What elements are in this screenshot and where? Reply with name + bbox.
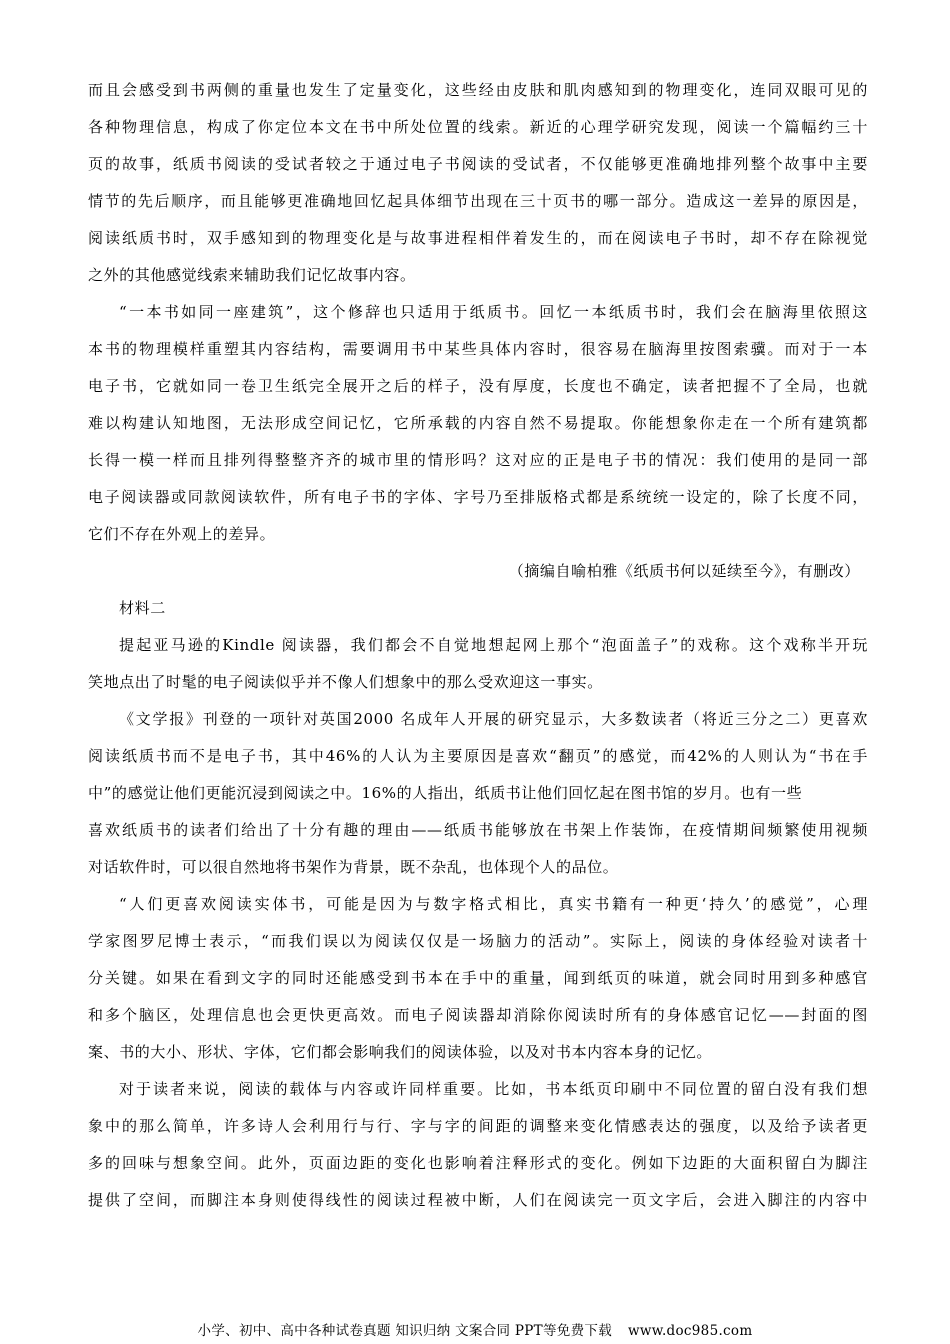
- text-line: 对话软件时，可以很自然地将书架作为背景，既不杂乱，也体现个人的品位。: [88, 858, 619, 876]
- page-footer: [0, 1322, 950, 1340]
- text-line: “一本书如同一座建筑”，这个修辞也只适用于纸质书。回忆一本纸质书时，我们会在脑海里依照这: [119, 303, 868, 321]
- text-line: 电子书，它就如同一卷卫生纸完全展开之后的样子，没有厚度，长度也不确定，读者把握不了全局，也就: [88, 377, 868, 395]
- text-line: 《文学报》刊登的一项针对英国2000 名成年人开展的研究显示，大多数读者（将近三分之二）更喜欢: [119, 710, 868, 728]
- material-two-body: [88, 627, 868, 1219]
- text-line: 页的故事，纸质书阅读的受试者较之于通过电子书阅读的受试者，不仅能够更准确地排列整个故事中主要: [88, 155, 868, 173]
- text-line: 笑地点出了时髦的电子阅读似乎并不像人们想象中的那么受欢迎这一事实。: [88, 673, 603, 691]
- text-line: 象中的那么简单，许多诗人会利用行与行、字与字的间距的调整来变化情感表达的强度，以及给予读者更: [88, 1117, 868, 1135]
- text-line: 而且会感受到书两侧的重量也发生了定量变化，这些经由皮肤和肌肉感知到的物理变化，连同双眼可见的: [88, 81, 868, 99]
- text-line: 难以构建认知地图，无法形成空间记忆，它所承载的内容自然不易提取。你能想象你走在一个所有建筑都: [88, 414, 868, 432]
- text-line: 和多个脑区，处理信息也会更快更高效。而电子阅读器却消除你阅读时所有的身体感官记忆——封面的图: [88, 1006, 868, 1024]
- footer-url[interactable]: www.doc985.com: [628, 1323, 753, 1339]
- text-line: 各种物理信息，构成了你定位本文在书中所处位置的线索。新近的心理学研究发现，阅读一个篇幅约三十: [88, 118, 868, 136]
- source-citation: （摘编自喻柏雅《纸质书何以延续至今》，有删改）: [508, 562, 860, 580]
- text-line: 阅读纸质书时，双手感知到的物理变化是与故事进程相伴着发生的，而在阅读电子书时，却不存在除视觉: [88, 229, 868, 247]
- text-line: 分关键。如果在看到文字的同时还能感受到书本在手中的重量，闻到纸页的味道，就会同时用到多种感官: [88, 969, 868, 987]
- text-line: 提供了空间，而脚注本身则使得线性的阅读过程被中断，人们在阅读完一页文字后，会进入脚注的内容中: [88, 1191, 868, 1209]
- text-line: 学家图罗尼博士表示，“而我们误以为阅读仅仅是一场脑力的活动”。实际上，阅读的身体经验对读者十: [88, 932, 868, 950]
- text-line: 阅读纸质书而不是电子书，其中46%的人认为主要原因是喜欢“翻页”的感觉，而42%的人则认为“书在手: [88, 747, 868, 765]
- material-one-body: [88, 72, 868, 553]
- text-line: 喜欢纸质书的读者们给出了十分有趣的理由——纸质书能够放在书架上作装饰，在疫情期间频繁使用视频: [88, 821, 868, 839]
- text-line: “人们更喜欢阅读实体书，可能是因为与数字格式相比，真实书籍有一种更‘持久’的感觉”，心理: [119, 895, 868, 913]
- text-line: 之外的其他感觉线索来辅助我们记忆故事内容。: [88, 266, 416, 284]
- text-line: 提起亚马逊的Kindle 阅读器，我们都会不自觉地想起网上那个“泡面盖子”的戏称。这个戏称半开玩: [119, 636, 868, 654]
- text-line: 案、书的大小、形状、字体，它们都会影响我们的阅读体验，以及对书本内容本身的记忆。: [88, 1043, 713, 1061]
- text-line: 长得一模一样而且排列得整整齐齐的城市里的情形吗？这对应的正是电子书的情况：我们使用的是同一部: [88, 451, 868, 469]
- document-page: [88, 72, 868, 1219]
- text-line: 情节的先后顺序，而且能够更准确地回忆起具体细节出现在三十页书的哪一部分。造成这一差异的原因是，: [88, 192, 868, 210]
- text-line: 多的回味与想象空间。此外，页面边距的变化也影响着注释形式的变化。例如下边距的大面积留白为脚注: [88, 1154, 868, 1172]
- text-line: 中”的感觉让他们更能沉浸到阅读之中。16%的人指出，纸质书让他们回忆起在图书馆的岁月。也有一些: [88, 784, 803, 802]
- text-line: 对于读者来说，阅读的载体与内容或许同样重要。比如，书本纸页印刷中不同位置的留白没有我们想: [119, 1080, 868, 1098]
- text-line: 本书的物理模样重塑其内容结构，需要调用书中某些具体内容时，很容易在脑海里按图索骥。而对于一本: [88, 340, 868, 358]
- section-heading: 材料二: [119, 599, 166, 617]
- text-line: 它们不存在外观上的差异。: [88, 525, 276, 543]
- text-line: 电子阅读器或同款阅读软件，所有电子书的字体、字号乃至排版格式都是系统统一设定的，除了长度不同，: [88, 488, 868, 506]
- footer-text: 小学、初中、高中各种试卷真题 知识归纳 文案合同 PPT等免费下载: [197, 1323, 612, 1339]
